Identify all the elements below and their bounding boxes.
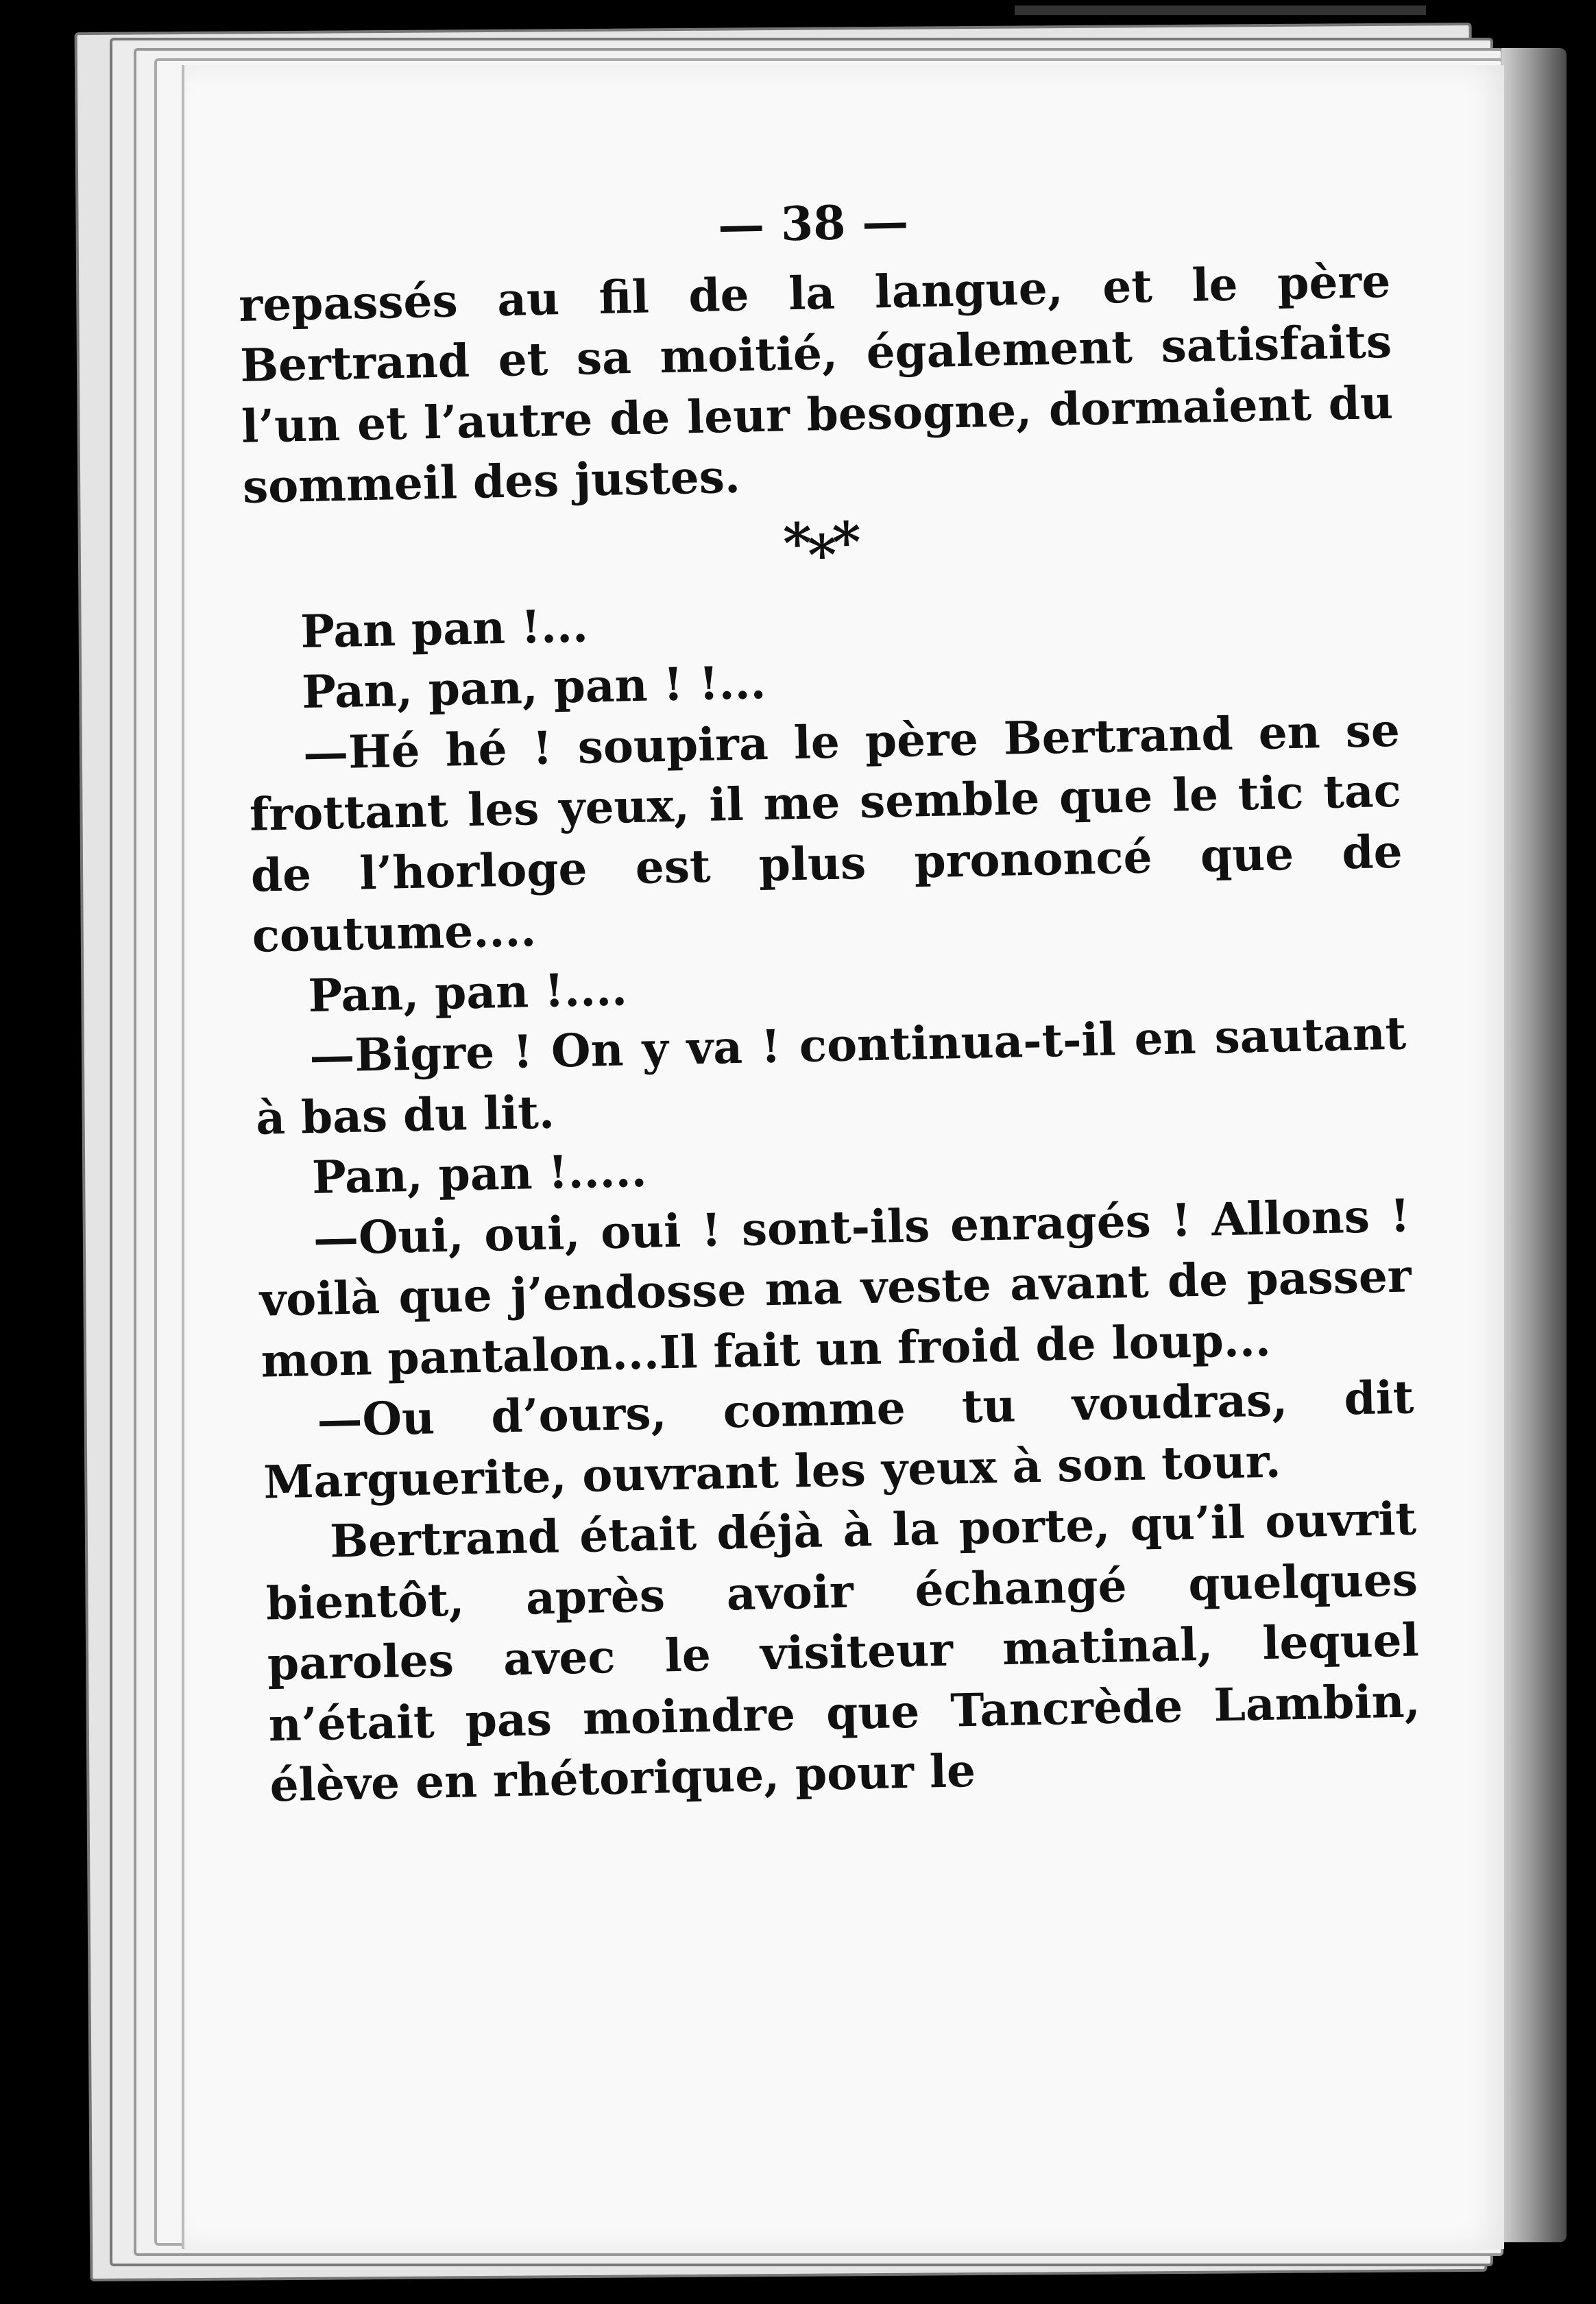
paragraph: —Oui, oui, oui ! sont-ils enragés ! Allons ! voilà que j’endosse ma veste avant de passer mon pantalon...Il fait un froid de loup...	[259, 1188, 1412, 1388]
page-text	[237, 168, 1422, 1816]
asterism-star: *	[782, 510, 808, 575]
paragraph: Pan pan !...	[300, 598, 589, 658]
asterism-star: *	[807, 522, 834, 588]
paragraph: Pan, pan !.....	[311, 1143, 648, 1205]
book-spine	[1501, 48, 1567, 2242]
page-number: — 38 —	[717, 194, 909, 254]
paragraph: Pan, pan, pan ! !...	[301, 655, 767, 719]
asterism-star: *	[831, 509, 858, 575]
paragraph: —Ou d’ours, comme tu voudras, dit Marguerite, ouvrant les yeux à son tour.	[263, 1370, 1414, 1509]
paragraph: —Hé hé ! soupira le père Bertrand en se frottant les yeux, il me semble que le tic tac de l’horloge est plus prononcé que de coutume....	[249, 703, 1403, 963]
paragraph: repassés au fil de la langue, et le père Bertrand et sa moitié, également satisfaits l’un et l’autre de leur besogne, dormaient du sommeil des justes.	[238, 254, 1394, 514]
paragraph: Bertrand était déjà à la porte, qu’il ouvrit bientôt, après avoir échangé quelques paroles avec le visiteur matinal, lequel n’était pas moindre que Tancrède Lambin, élève en rhétorique, pour le	[265, 1491, 1421, 1812]
scan-edge	[1015, 5, 1426, 15]
paragraph: —Bigre ! On y va ! continua-t-il en sautant à bas du lit.	[255, 1006, 1407, 1145]
paragraph: Pan, pan !....	[307, 961, 628, 1022]
